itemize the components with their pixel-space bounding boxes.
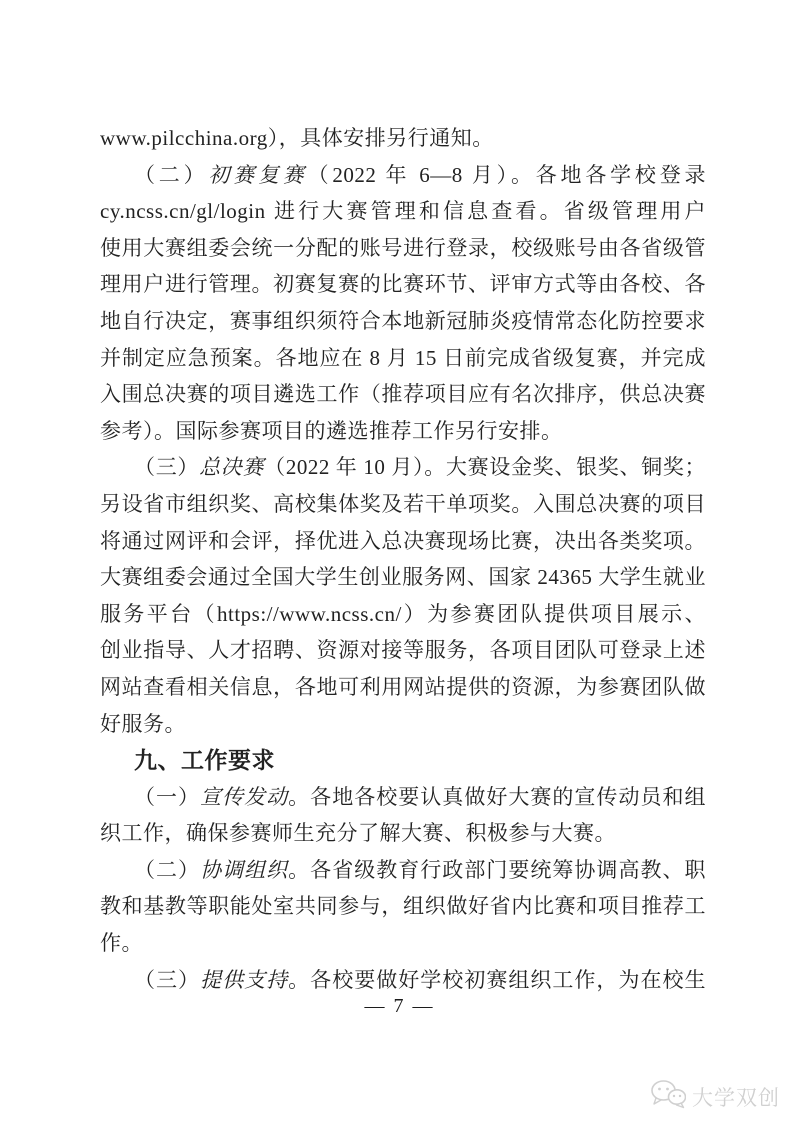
- text-segment: 总决赛: [199, 455, 265, 480]
- text-line: [100, 230, 706, 267]
- text-line: [100, 815, 706, 852]
- text-segment: 提供支持: [200, 967, 289, 992]
- text-segment: 。各地各校要认真做好大赛的宣传动员和组: [288, 784, 707, 809]
- text-segment: 。各省级教育行政部门要统筹协调高教、职: [288, 857, 707, 882]
- text-line: [100, 413, 706, 450]
- text-segment: 宣传发动: [200, 784, 289, 809]
- text-segment: 另设省市组织奖、高校集体奖及若干单项奖。入围总决赛的项目: [100, 491, 706, 516]
- text-segment: 作。: [100, 931, 143, 956]
- text-segment: cy.ncss.cn/gl/login 进行大赛管理和信息查看。省级管理用户: [100, 199, 706, 224]
- text-segment: 入围总决赛的项目遴选工作（推荐项目应有名次排序，供总决赛: [100, 382, 706, 407]
- text-segment: 。各校要做好学校初赛组织工作，为在校生: [288, 967, 707, 992]
- text-line: [100, 486, 706, 523]
- text-segment: （二）: [134, 162, 209, 187]
- text-line: [100, 376, 706, 413]
- text-line: [100, 157, 706, 194]
- text-segment: 将通过网评和会评，择优进入总决赛现场比赛，决出各类奖项。: [100, 528, 706, 553]
- text-segment: 织工作，确保参赛师生充分了解大赛、积极参与大赛。: [100, 821, 616, 846]
- text-line: [100, 962, 706, 999]
- text-segment: 服务平台（https://www.ncss.cn/）为参赛团队提供项目展示、: [100, 601, 706, 626]
- text-segment: 好服务。: [100, 711, 186, 736]
- text-line: [100, 449, 706, 486]
- text-line: [100, 852, 706, 889]
- text-segment: 地自行决定，赛事组织须符合本地新冠肺炎疫情常态化防控要求: [100, 308, 706, 333]
- text-line: [100, 925, 706, 962]
- text-line: [100, 193, 706, 230]
- text-line: [100, 340, 706, 377]
- text-segment: 理用户进行管理。初赛复赛的比赛环节、评审方式等由各校、各: [100, 272, 706, 297]
- watermark-text: 大学双创: [692, 1086, 780, 1110]
- text-line: [100, 779, 706, 816]
- section-heading: 九、工作要求: [134, 747, 275, 774]
- text-segment: （2022 年 6—8 月）。各地各学校登录: [307, 162, 707, 187]
- text-line: [100, 596, 706, 633]
- text-line: [100, 303, 706, 340]
- text-segment: （三）: [134, 455, 200, 480]
- text-segment: 使用大赛组委会统一分配的账号进行登录，校级账号由各省级管: [100, 235, 706, 260]
- text-line: [100, 266, 706, 303]
- text-segment: 并制定应急预案。各地应在 8 月 15 日前完成省级复赛，并完成: [100, 345, 706, 370]
- text-segment: 参考）。国际参赛项目的遴选推荐工作另行安排。: [100, 418, 563, 443]
- text-line: [100, 523, 706, 560]
- wechat-icon: [650, 1079, 686, 1114]
- text-segment: （二）: [134, 857, 201, 882]
- text-line: [100, 706, 706, 743]
- text-segment: 教和基教等职能处室共同参与，组织做好省内比赛和项目推荐工: [100, 894, 706, 919]
- watermark: [650, 1079, 780, 1114]
- text-segment: （三）: [134, 967, 201, 992]
- text-segment: （2022 年 10 月）。大赛设金奖、银奖、铜奖；: [264, 455, 707, 480]
- text-segment: 协调组织: [200, 857, 289, 882]
- text-line: [100, 559, 706, 596]
- text-line: [100, 669, 706, 706]
- text-segment: 初赛复赛: [208, 162, 308, 187]
- text-line: [100, 120, 706, 157]
- text-line: [100, 742, 706, 779]
- text-segment: 创业指导、人才招聘、资源对接等服务，各项目团队可登录上述: [100, 638, 706, 663]
- document-text: [100, 120, 706, 998]
- text-segment: （一）: [134, 784, 201, 809]
- text-segment: 网站查看相关信息，各地可利用网站提供的资源，为参赛团队做: [100, 674, 706, 699]
- text-line: [100, 888, 706, 925]
- text-segment: 大赛组委会通过全国大学生创业服务网、国家 24365 大学生就业: [100, 565, 706, 590]
- text-segment: www.pilcchina.org），具体安排另行通知。: [100, 126, 494, 150]
- text-line: [100, 632, 706, 669]
- page-number: — 7 —: [364, 995, 435, 1017]
